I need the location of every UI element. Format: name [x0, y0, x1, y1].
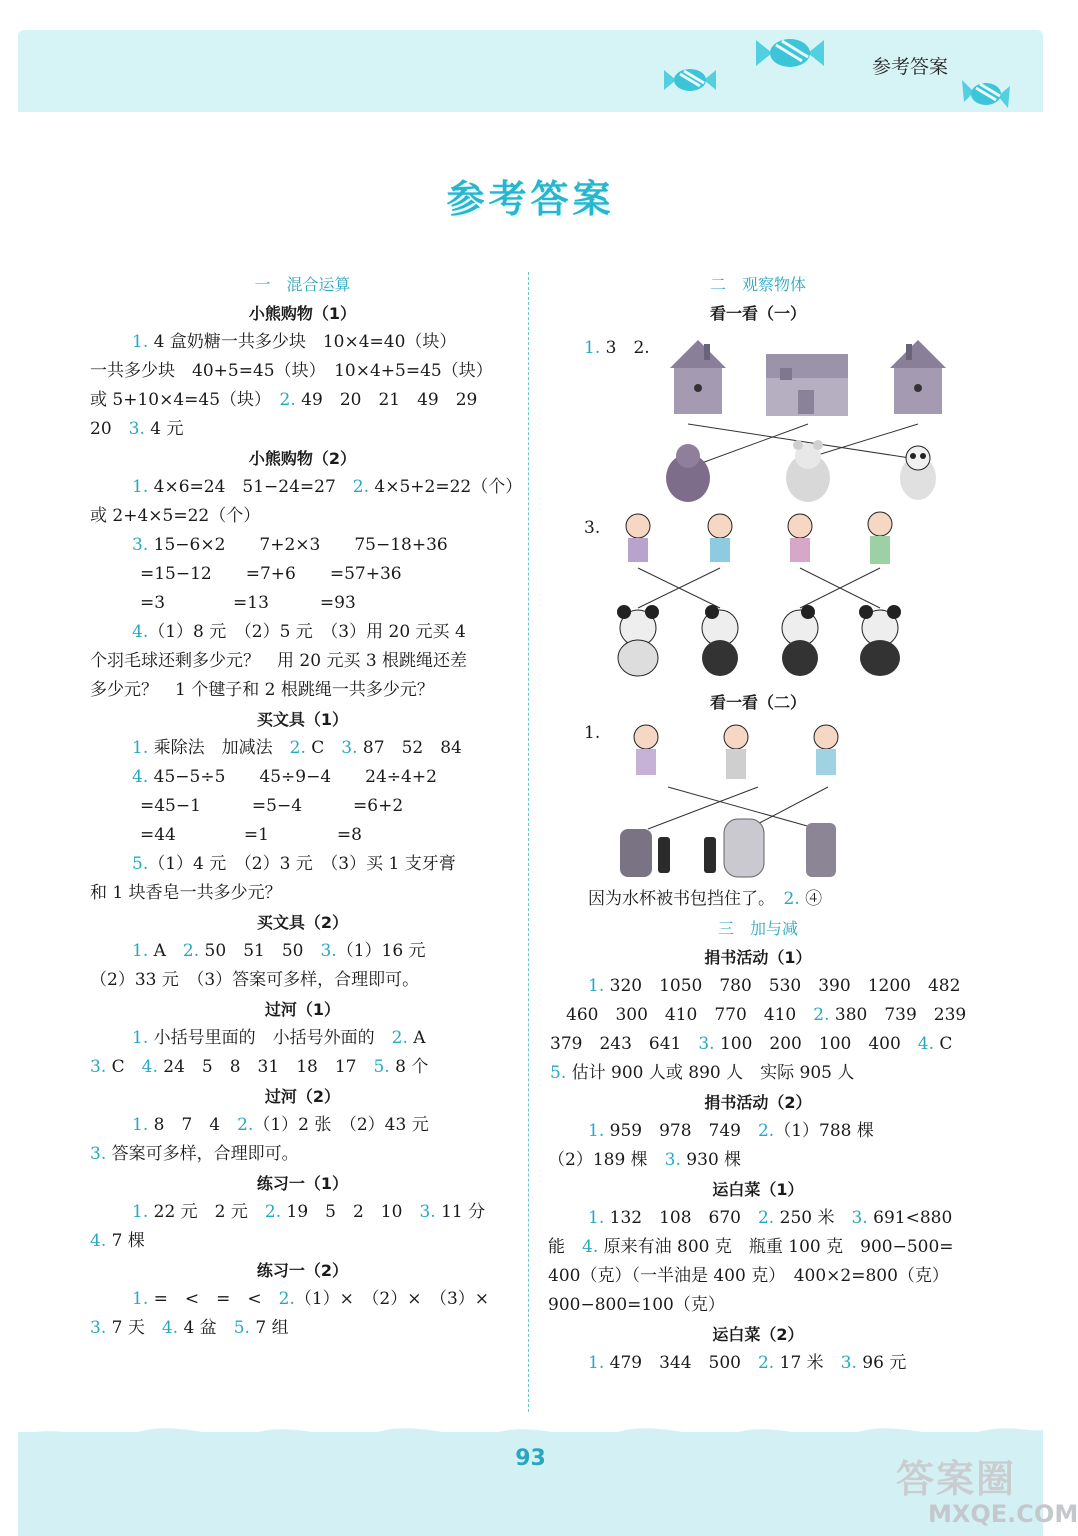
house-front-icon — [766, 354, 848, 416]
backpack-back-icon — [806, 823, 836, 877]
subsection-title: 运白菜（2） — [712, 1325, 804, 1344]
page-title: 参考答案 — [446, 177, 615, 221]
answer-line: （2）33 元 （3）答案可多样，合理即可。 — [90, 970, 420, 990]
panda-side-icon — [782, 605, 818, 676]
watermark-url: MXQE.COM — [928, 1500, 1078, 1528]
answer-line: 1. 4×6=24 51−24=27 2. 4×5+2=22（个） — [132, 477, 523, 497]
panda-back-icon — [859, 605, 901, 676]
subsection-title: 过河（2） — [264, 1087, 341, 1106]
answer-line: 1. = < = < 2.（1）× （2）× （3）× — [132, 1289, 490, 1309]
monkey-icon — [666, 444, 710, 502]
answer-line: 1. 479 344 500 2. 17 米 3. 96 元 — [588, 1353, 907, 1373]
answer-line: 一共多少块 40+5=45（块） 10×4+5=45（块） — [90, 361, 493, 381]
answer-line: =44 =1 =8 — [140, 825, 362, 845]
answer-line: 3. 7 天 4. 4 盆 5. 7 组 — [90, 1318, 289, 1338]
answer-line: 或 5+10×4=45（块） 2. 49 20 21 49 29 — [90, 390, 478, 410]
answer-line: 因为水杯被书包挡住了。 2. ④ — [588, 889, 823, 909]
subsection-title: 买文具（2） — [256, 913, 349, 932]
section-heading: 一 混合运算 — [254, 275, 351, 294]
girl-icon — [634, 725, 658, 775]
answer-line: 5.（1）4 元 （2）3 元 （3）买 1 支牙膏 — [132, 854, 456, 874]
answer-line: 个羽毛球还剩多少元？ 用 20 元买 3 根跳绳还差 — [90, 651, 468, 671]
boy-icon — [724, 725, 748, 779]
candy-icon — [958, 70, 1014, 118]
subsection-title: 过河（1） — [264, 1000, 341, 1019]
answer-line: 1. 小括号里面的 小括号外面的 2. A — [132, 1028, 426, 1048]
panda-front-icon — [617, 605, 659, 676]
backpack-front-icon — [704, 819, 764, 877]
answer-line: 1. 959 978 749 2.（1）788 棵 — [588, 1121, 874, 1141]
right-column — [548, 270, 968, 1378]
subsection-title: 看一看（一） — [709, 304, 806, 323]
subsection-title: 买文具（1） — [256, 710, 349, 729]
page-number: 93 — [515, 1446, 546, 1471]
answer-line: 4. 7 棵 — [90, 1231, 145, 1251]
header-label: 参考答案 — [872, 56, 949, 78]
house-icon — [670, 340, 726, 414]
answer-line: =45−1 =5−4 =6+2 — [140, 796, 404, 816]
answer-line: 3. 15−6×2 7+2×3 75−18+36 — [132, 535, 448, 555]
answer-line: 4. 45−5÷5 45÷9−4 24÷4+2 — [132, 767, 437, 787]
header-wave — [18, 88, 1043, 128]
subsection-title: 捐书活动（2） — [704, 1093, 812, 1112]
candy-icon — [752, 28, 828, 78]
answer-line: 1. — [584, 723, 601, 743]
answer-line: 379 243 641 3. 100 200 100 400 4. C — [550, 1034, 953, 1054]
figure-children-bags — [548, 717, 968, 885]
answer-line: 3. — [584, 518, 601, 538]
watermark-text: 答案圈 — [896, 1457, 1017, 1501]
answer-line: 1. 22 元 2 元 2. 19 5 2 10 3. 11 分 — [132, 1202, 486, 1222]
boy-icon — [814, 725, 838, 775]
subsection-title: 小熊购物（2） — [248, 449, 357, 468]
figure-houses-animals — [548, 328, 968, 508]
girl-icon — [788, 514, 812, 562]
answer-line: 多少元？ 1 个毽子和 2 根跳绳一共多少元？ — [90, 680, 434, 700]
house-icon — [890, 340, 946, 414]
matching-figure — [648, 328, 968, 508]
matching-figure — [608, 717, 868, 885]
subsection-title: 看一看（二） — [709, 693, 806, 712]
figure-children-pandas — [548, 508, 968, 688]
answer-line: 1. 4 盒奶糖一共多少块 10×4=40（块） — [132, 332, 457, 352]
subsection-title: 捐书活动（1） — [704, 948, 812, 967]
answer-line: 和 1 块香皂一共多少元？ — [90, 883, 282, 903]
girl-icon — [626, 514, 650, 562]
bear-icon — [786, 440, 830, 502]
matching-figure — [608, 508, 948, 688]
panda-side-icon — [702, 605, 738, 676]
answer-line: 460 300 410 770 410 2. 380 739 239 — [566, 1005, 967, 1025]
answer-line: =15−12 =7+6 =57+36 — [140, 564, 402, 584]
answer-line: 3. 答案可多样，合理即可。 — [90, 1144, 299, 1164]
left-column — [90, 270, 523, 1343]
column-divider — [528, 272, 530, 1412]
answer-line: 或 2+4×5=22（个） — [90, 506, 261, 526]
answer-line: 4.（1）8 元 （2）5 元 （3）用 20 元买 4 — [132, 622, 466, 642]
answer-line: （2）189 棵 3. 930 棵 — [548, 1150, 742, 1170]
answer-line: 3. C 4. 24 5 8 31 18 17 5. 8 个 — [90, 1057, 429, 1077]
answer-line: 1. A 2. 50 51 50 3.（1）16 元 — [132, 941, 426, 961]
section-heading: 二 观察物体 — [709, 275, 806, 294]
boy-icon — [708, 514, 732, 562]
answer-line: 400（克）（一半油是 400 克） 400×2=800（克） — [548, 1266, 949, 1286]
subsection-title: 运白菜（1） — [712, 1180, 804, 1199]
subsection-title: 练习一（1） — [256, 1174, 349, 1193]
candy-icon — [660, 60, 720, 100]
answer-line: 900−800=100（克） — [548, 1295, 725, 1315]
subsection-title: 练习一（2） — [256, 1261, 349, 1280]
answer-line: 1. 8 7 4 2.（1）2 张 （2）43 元 — [132, 1115, 429, 1135]
answer-line: 1. 132 108 670 2. 250 米 3. 691<880 — [588, 1208, 953, 1228]
answer-line: 20 3. 4 元 — [90, 419, 184, 439]
boy-icon — [868, 512, 892, 564]
answer-line: 1. 3 2. — [584, 338, 650, 358]
answer-line: 1. 乘除法 加减法 2. C 3. 87 52 84 — [132, 738, 462, 758]
section-heading: 三 加与减 — [717, 919, 798, 938]
subsection-title: 小熊购物（1） — [248, 304, 357, 323]
answer-line: =3 =13 =93 — [140, 593, 356, 613]
answer-line: 1. 320 1050 780 530 390 1200 482 — [588, 976, 961, 996]
panda-icon — [900, 446, 936, 500]
answer-line: 5. 估计 900 人或 890 人 实际 905 人 — [550, 1063, 855, 1083]
answer-line: 能 4. 原来有油 800 克 瓶重 100 克 900−500= — [548, 1237, 954, 1257]
backpack-side-icon — [620, 829, 670, 877]
